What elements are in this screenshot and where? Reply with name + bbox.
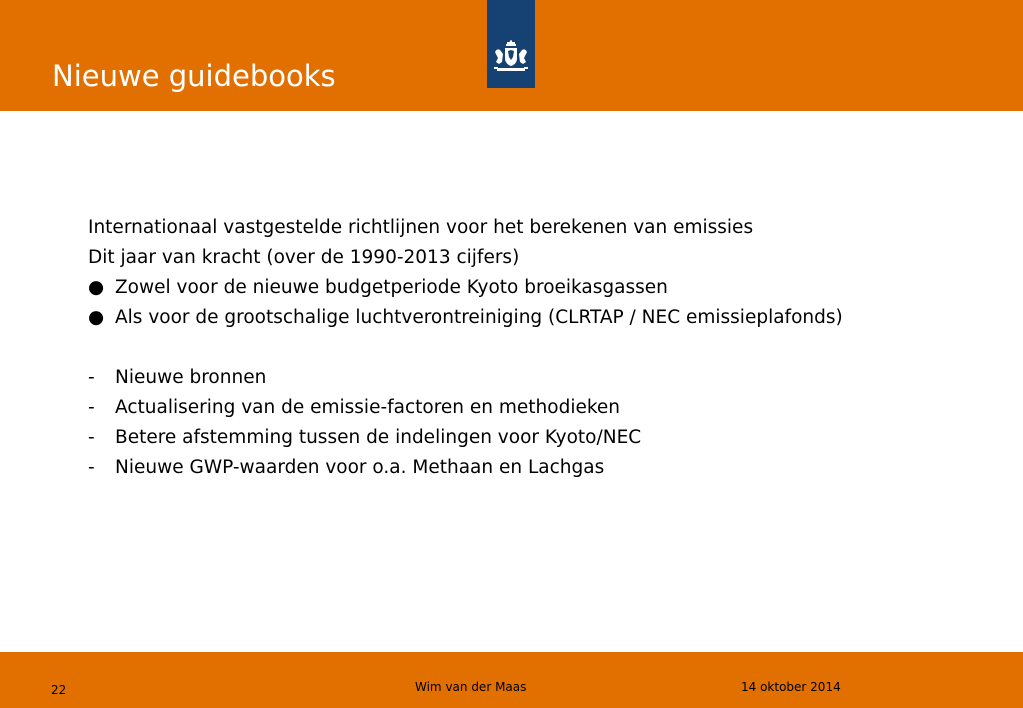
intro-line-2: Dit jaar van kracht (over de 1990-2013 cijfers) (88, 247, 520, 268)
dash-item (88, 363, 843, 393)
slide-title: Nieuwe guidebooks (52, 59, 336, 93)
dash-item (88, 393, 843, 423)
dash-text: Actualisering van de emissie-factoren en methodieken (115, 397, 621, 418)
dash-text: Betere afstemming tussen de indelingen voor Kyoto/NEC (115, 427, 642, 448)
dash-text: Nieuwe GWP-waarden voor o.a. Methaan en Lachgas (115, 457, 605, 478)
spacer (88, 333, 843, 363)
bullet-item (88, 303, 843, 333)
coat-of-arms-icon (487, 40, 535, 80)
dash-marker: - (88, 367, 95, 388)
dash-text: Nieuwe bronnen (115, 367, 267, 388)
government-logo (487, 0, 535, 88)
intro-line-1: Internationaal vastgestelde richtlijnen voor het berekenen van emissies (88, 217, 754, 238)
presentation-date: 14 oktober 2014 (741, 680, 841, 694)
header-bar (0, 0, 1023, 111)
dash-item (88, 423, 843, 453)
bullet-text: Als voor de grootschalige luchtverontreiniging (CLRTAP / NEC emissieplafonds) (115, 307, 843, 328)
bullet-dot-icon: ● (88, 307, 105, 328)
dash-marker: - (88, 427, 95, 448)
bullet-item (88, 273, 843, 303)
footer-bar (0, 652, 1023, 708)
dash-marker: - (88, 397, 95, 418)
bullet-text: Zowel voor de nieuwe budgetperiode Kyoto broeikasgassen (115, 277, 668, 298)
author-name: Wim van der Maas (415, 680, 527, 694)
dash-marker: - (88, 457, 95, 478)
dash-item (88, 453, 843, 483)
slide-body (88, 213, 843, 483)
page-number: 22 (51, 683, 67, 697)
bullet-dot-icon: ● (88, 277, 105, 298)
